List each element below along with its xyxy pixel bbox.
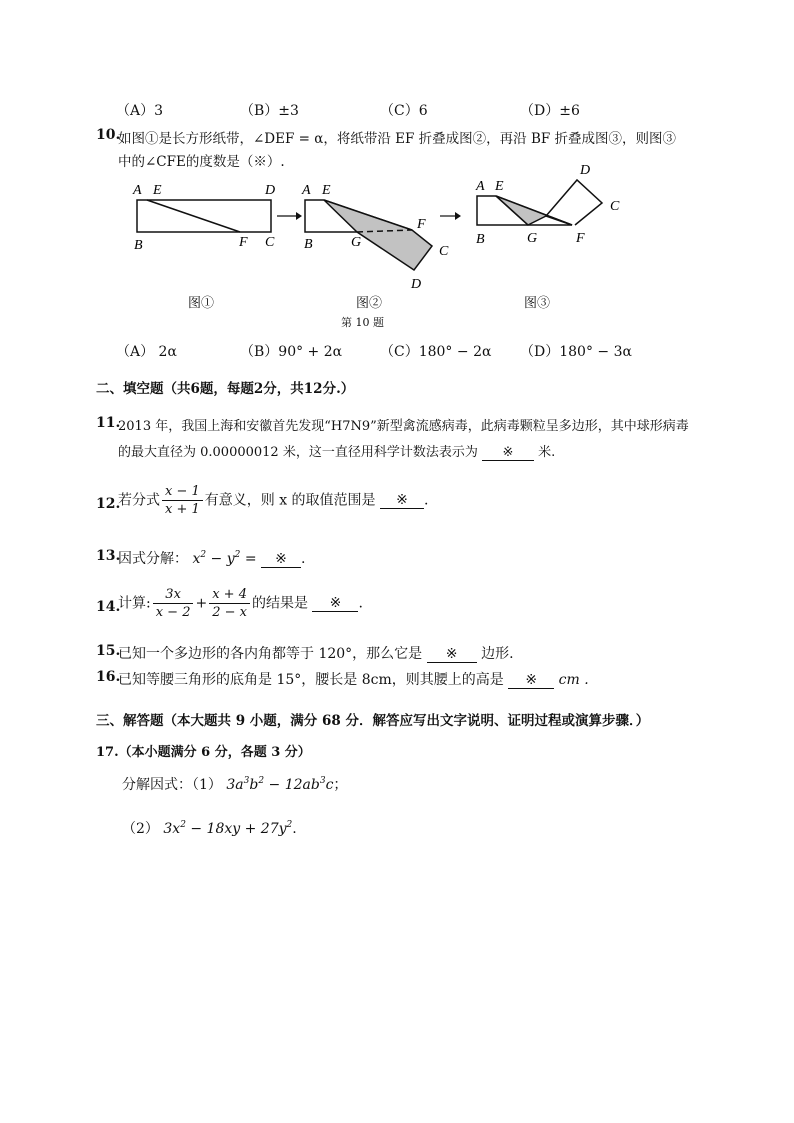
q17-part-1-label: 分解因式：（1） [122, 777, 222, 793]
fig2-label-c: C [439, 244, 449, 259]
q12-text-mid: 有意义，则 x 的取值范围是 [204, 492, 376, 509]
q14-text-pre: 计算: [118, 595, 151, 612]
q12-number: 12. [96, 496, 121, 512]
q14-number: 14. [96, 599, 121, 615]
fig3-label-e: E [495, 179, 504, 194]
q10-number: 10. [96, 127, 121, 143]
q16-answer-blank[interactable]: ※ [508, 673, 554, 689]
q12-text [118, 483, 428, 518]
q10-option-a: （A） 2α [116, 344, 177, 360]
q14-fraction-1-denominator: x − 2 [153, 603, 194, 621]
q9-option-d: （D）±6 [520, 103, 580, 119]
fig2-label-g: G [351, 235, 362, 250]
q16-text [118, 669, 589, 689]
q14-fraction-2-numerator: x + 4 [212, 587, 247, 602]
arrow-1-icon [277, 212, 302, 220]
q13-number: 13. [96, 548, 121, 564]
fig3-folded-part [496, 196, 572, 225]
q9-option-a: （A）3 [116, 103, 164, 119]
q17-part-1-expression: $3a^3b^2 - 12ab^3c$ [226, 776, 334, 793]
fig2-caption: 图② [356, 296, 383, 311]
q12-text-post: . [424, 492, 429, 509]
arrow-2-icon [440, 212, 461, 220]
q14-fraction-2-denominator: 2 − x [209, 603, 250, 621]
fig3-caption: 图③ [524, 296, 551, 311]
q11-text-pre: 的最大直径为 0.00000012 米，这一直径用科学计数法表示为 [118, 445, 478, 460]
q17-part-2-expression: $3x^2 - 18xy + 27y^2$ [163, 820, 293, 837]
q14-text-mid: 的结果是 [251, 595, 308, 612]
fig1-label-e: E [153, 183, 162, 198]
q15-answer-blank[interactable]: ※ [427, 647, 477, 663]
q16-number: 16. [96, 669, 121, 685]
q13-text-pre: 因式分解： [118, 551, 188, 567]
fig2-label-e: E [322, 183, 331, 198]
q11-text-line1: 2013 年，我国上海和安徽首先发现“H7N9”新型禽流感病毒，此病毒颗粒呈多边形，其中球形病毒 [118, 419, 689, 434]
q9-option-c: （C）6 [380, 103, 428, 119]
q15-text [118, 643, 514, 663]
q14-plus: + [195, 595, 208, 612]
q11-answer-blank[interactable]: ※ [482, 445, 534, 461]
fig3-label-a: A [476, 179, 485, 194]
q12-fraction-numerator: x − 1 [165, 484, 200, 499]
q14-fraction-2 [209, 586, 250, 621]
q16-text-pre: 已知等腰三角形的底角是 15°，腰长是 8cm，则其腰上的高是 [118, 672, 504, 688]
q13-text [118, 548, 305, 568]
fig2-label-b: B [304, 237, 313, 252]
figure-3 [475, 163, 620, 247]
q12-answer-blank[interactable]: ※ [380, 493, 424, 509]
q10-figures [120, 160, 640, 295]
fig2-folded-part [324, 200, 432, 270]
fig3-label-b: B [476, 232, 485, 247]
fig2-label-d: D [411, 277, 422, 292]
q14-text [118, 586, 363, 621]
fig2-label-a: A [302, 183, 311, 198]
q10-option-c: （C）180° − 2α [380, 344, 492, 360]
q15-text-post: 边形. [481, 646, 514, 662]
fig1-fold-line-ef [147, 200, 240, 232]
q10-option-b: （B）90° + 2α [240, 344, 343, 360]
figure-2 [301, 183, 449, 292]
q17-part-2: （2） $3x^2 - 18xy + 27y^2$. [122, 820, 297, 837]
q13-answer-blank[interactable]: ※ [261, 552, 301, 568]
q14-fraction-1-numerator: 3x [165, 587, 181, 602]
q12-fraction [162, 483, 203, 518]
q17-header: 17.（本小题满分 6 分，各题 3 分） [96, 745, 311, 760]
q13-text-post: . [301, 551, 306, 567]
q10-text-line1: 如图①是长方形纸带，∠DEF = α，将纸带沿 EF 折叠成图②，再沿 BF 折叠成图③，则图③ [118, 131, 677, 147]
q12-text-pre: 若分式 [118, 492, 160, 509]
fig1-label-d: D [265, 183, 276, 198]
fig1-label-c: C [265, 235, 275, 250]
fig3-label-f: F [576, 231, 585, 246]
figure-1 [132, 183, 275, 253]
section-2-title: 二、填空题（共6题，每题2分，共12分.） [96, 381, 355, 397]
q13-expression: $x^2 - y^2$ = [192, 550, 257, 567]
q10-figure-caption: 第 10 题 [341, 316, 384, 329]
q16-text-post: cm . [558, 672, 589, 688]
fig1-label-f: F [239, 235, 248, 250]
q10-text-line2: 中的∠CFE的度数是（※）. [118, 154, 285, 170]
q14-answer-blank[interactable]: ※ [312, 596, 358, 612]
section-3-title: 三、解答题（本大题共 9 小题，满分 68 分．解答应写出文字说明、证明过程或演算步骤．） [96, 713, 650, 729]
q9-option-b: （B）±3 [240, 103, 299, 119]
q17-part-1: 分解因式：（1） $3a^3b^2 - 12ab^3c$； [122, 776, 348, 793]
q15-text-pre: 已知一个多边形的各内角都等于 120°，那么它是 [118, 646, 423, 662]
q12-fraction-denominator: x + 1 [162, 500, 203, 518]
q10-option-d: （D）180° − 3α [520, 344, 632, 360]
fig1-caption: 图① [188, 296, 215, 311]
q14-fraction-1 [153, 586, 194, 621]
fig3-label-c: C [610, 199, 620, 214]
fig1-label-b: B [134, 238, 143, 253]
fig3-label-g: G [527, 231, 538, 246]
fig1-label-a: A [133, 183, 142, 198]
q11-text-line2 [118, 441, 555, 461]
fig2-label-f: F [417, 217, 426, 232]
q11-text-post: 米. [538, 445, 556, 460]
fig3-label-d: D [580, 163, 591, 178]
q14-text-post: . [358, 595, 363, 612]
q11-number: 11. [96, 415, 121, 431]
q17-part-2-label: （2） [122, 821, 159, 837]
q15-number: 15. [96, 643, 121, 659]
fig1-strip [137, 200, 271, 232]
